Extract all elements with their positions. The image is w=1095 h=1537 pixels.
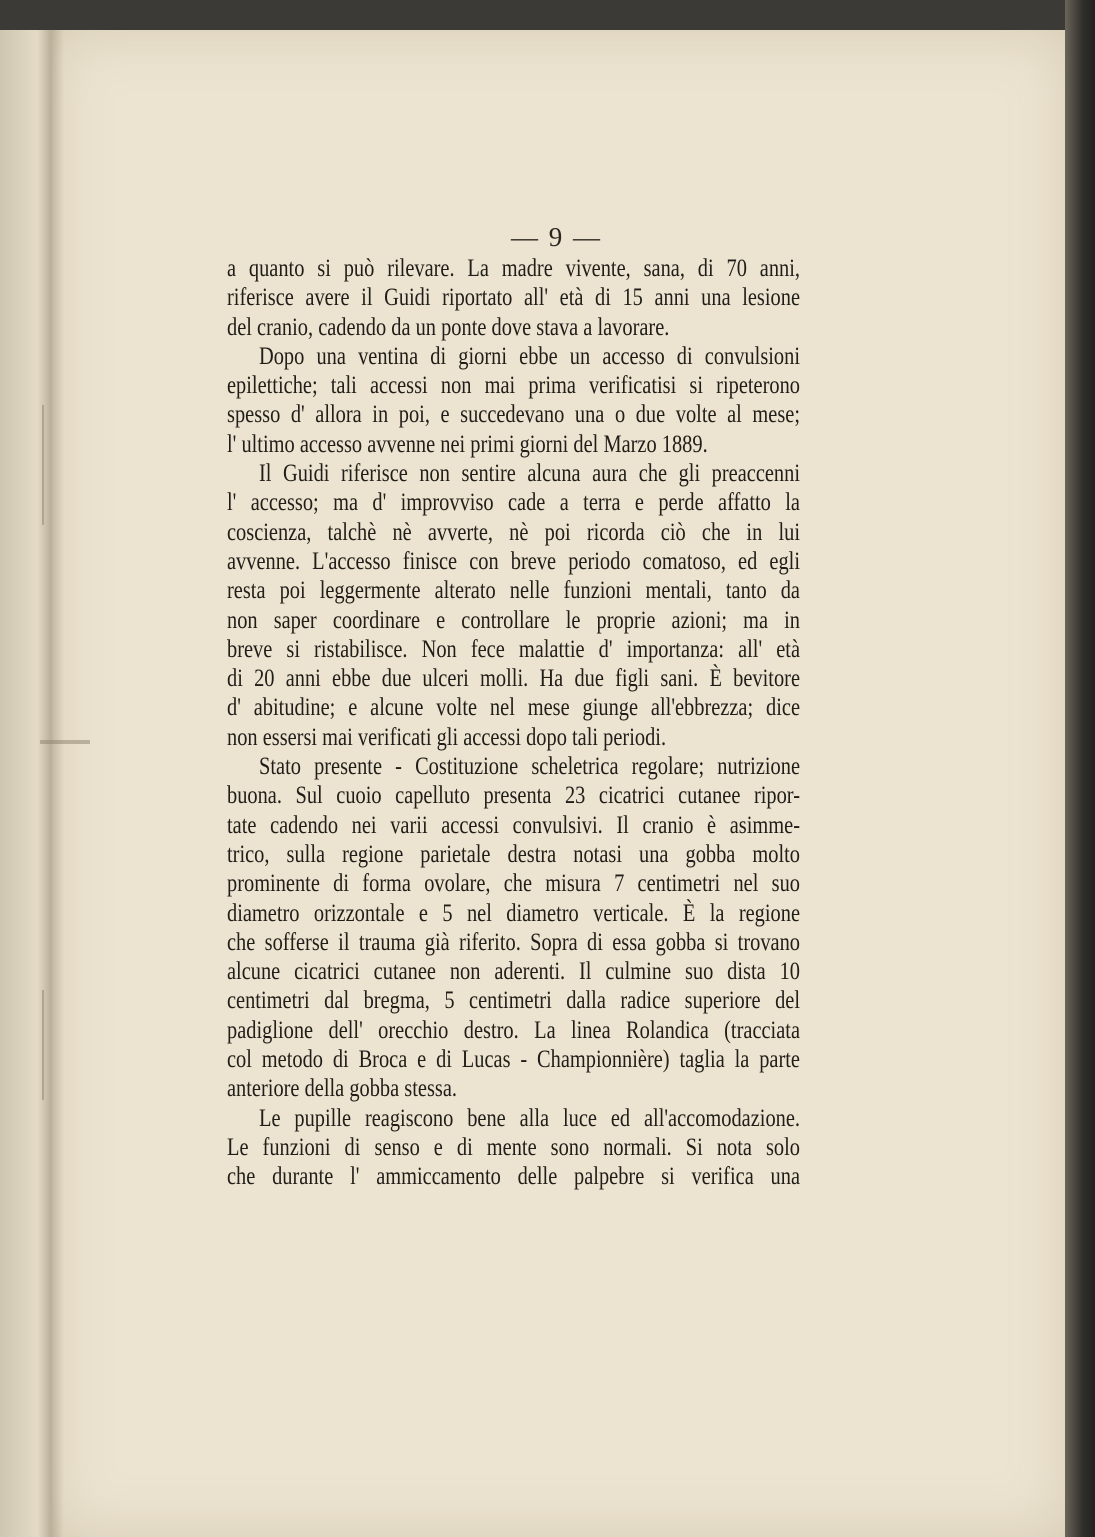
text-line: Le pupille reagiscono bene alla luce ed all'accomodazione. bbox=[259, 1102, 800, 1132]
text-line: spesso d' allora in poi, e succedevano una o due volte al mese; bbox=[227, 399, 800, 429]
text-line: non essersi mai verificati gli accessi dopo tali periodi. bbox=[227, 721, 667, 751]
text-line: l' accesso; ma d' improvviso cade a terra e perde affatto la bbox=[227, 487, 800, 517]
scan-top-edge bbox=[0, 0, 1095, 32]
text-line: avvenne. L'accesso finisce con breve periodo comatoso, ed egli bbox=[227, 545, 800, 575]
page-gutter bbox=[38, 30, 64, 1537]
margin-smudge bbox=[42, 990, 44, 1100]
text-line: non saper coordinare e controllare le proprie azioni; ma in bbox=[227, 604, 800, 634]
text-line: Le funzioni di senso e di mente sono normali. Si nota solo bbox=[227, 1131, 800, 1161]
text-line: col metodo di Broca e di Lucas - Championnière) taglia la parte bbox=[227, 1044, 800, 1074]
text-line: del cranio, cadendo da un ponte dove stava a lavorare. bbox=[227, 311, 670, 341]
text-line: resta poi leggermente alterato nelle funzioni mentali, tanto da bbox=[227, 575, 800, 605]
margin-smudge bbox=[40, 740, 90, 744]
text-line: alcune cicatrici cutanee non aderenti. Il culmine suo dista 10 bbox=[227, 956, 800, 986]
text-line: riferisce avere il Guidi riportato all' età di 15 anni una lesione bbox=[227, 282, 800, 312]
text-line: epilettiche; tali accessi non mai prima verificatisi si ripeterono bbox=[227, 370, 800, 400]
text-line: coscienza, talchè nè avverte, nè poi ricorda ciò che in lui bbox=[227, 516, 800, 546]
text-line: prominente di forma ovolare, che misura 7 centimetri nel suo bbox=[227, 868, 800, 898]
text-line: di 20 anni ebbe due ulceri molli. Ha due figli sani. È bevitore bbox=[227, 663, 800, 693]
text-line: centimetri dal bregma, 5 centimetri dalla radice superiore del bbox=[227, 985, 800, 1015]
text-line: d' abitudine; e alcune volte nel mese giunge all'ebbrezza; dice bbox=[227, 692, 800, 722]
text-line: tate cadendo nei varii accessi convulsivi. Il cranio è asimme- bbox=[227, 809, 800, 839]
text-line: Dopo una ventina di giorni ebbe un accesso di convulsioni bbox=[259, 340, 800, 370]
text-line: Il Guidi riferisce non sentire alcuna aura che gli preaccenni bbox=[259, 458, 800, 488]
page-number: — 9 — bbox=[511, 222, 602, 252]
text-line: Stato presente - Costituzione scheletrica regolare; nutrizione bbox=[259, 751, 800, 781]
text-line: padiglione dell' orecchio destro. La linea Rolandica (tracciata bbox=[227, 1014, 800, 1044]
text-line: buona. Sul cuoio capelluto presenta 23 cicatrici cutanee ripor- bbox=[227, 780, 800, 810]
text-line: a quanto si può rilevare. La madre vivente, sana, di 70 anni, bbox=[227, 253, 800, 282]
body-text bbox=[227, 253, 800, 1191]
text-line: breve si ristabilisce. Non fece malattie d' importanza: all' età bbox=[227, 633, 800, 663]
text-line: anteriore della gobba stessa. bbox=[227, 1073, 457, 1103]
text-line: diametro orizzontale e 5 nel diametro verticale. È la regione bbox=[227, 897, 800, 927]
margin-smudge bbox=[42, 405, 44, 525]
text-line: trico, sulla regione parietale destra notasi una gobba molto bbox=[227, 838, 800, 868]
text-line: l' ultimo accesso avvenne nei primi giorni del Marzo 1889. bbox=[227, 428, 708, 458]
text-line: che sofferse il trauma già riferito. Sopra di essa gobba si trovano bbox=[227, 926, 800, 956]
text-line: che durante l' ammiccamento delle palpebre si verifica una bbox=[227, 1161, 800, 1191]
